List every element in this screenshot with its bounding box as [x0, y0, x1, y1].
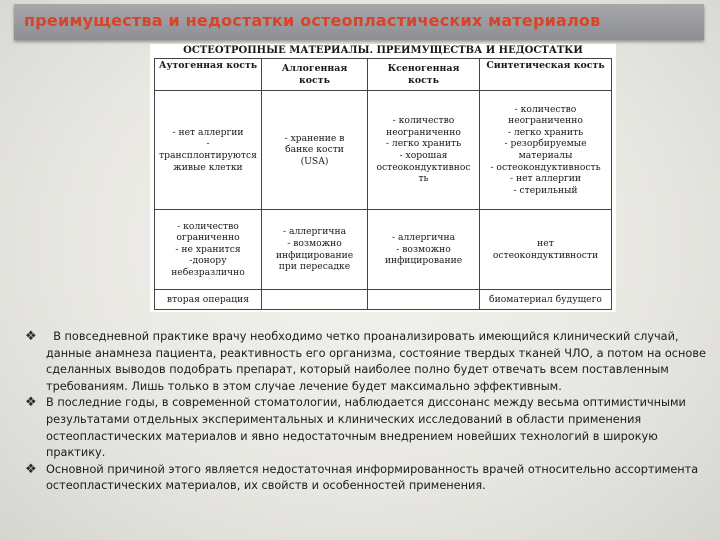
bullet-item	[26, 462, 714, 495]
advantages-autogenous: - нет аллергии - трансплонтируются живые клетки	[159, 126, 257, 173]
diamond-bullet-icon: ❖	[25, 461, 37, 477]
diamond-bullet-icon: ❖	[25, 395, 37, 411]
footer-synthetic: биоматериал будущего	[489, 293, 602, 305]
comparison-table-image	[150, 44, 616, 312]
bullet-item	[26, 395, 714, 461]
bullet-list	[26, 329, 714, 495]
footer-autogenous: вторая операция	[166, 293, 250, 305]
bullet-text: В повседневной практике врачу необходимо четко проанализировать имеющийся клинический случай, данные анамнеза пациента, реактивность его организма, состояние твердых тканей ЧЛО, а потом на основе сделанных выводов подобрать препарат, который наиболее полно будет отвечать всем поставленным требованиям. Лишь только в этом случае лечение будет максимально эффективным.	[46, 330, 710, 393]
column-header-allogenic: Аллогенная кость	[281, 62, 348, 86]
column-header-autogenous: Аутогенная кость	[158, 60, 258, 71]
footer-xenogenic	[368, 290, 479, 309]
disadvantages-xenogenic: - аллергична - возможно инфицирование	[384, 232, 463, 267]
slide-title: преимущества и недостатки остеопластических материалов	[24, 11, 601, 30]
column-header-xenogenic: Ксеногенная кость	[387, 62, 460, 86]
disadvantages-autogenous: - количество ограниченно - не хранится -донору небезразлично	[171, 220, 245, 278]
advantages-xenogenic: - количество неограниченно - легко хранить - хорошая остеокондуктивнос ть	[376, 115, 471, 185]
comparison-table	[154, 58, 612, 310]
table-heading: ОСТЕОТРОПНЫЕ МАТЕРИАЛЫ. ПРЕИМУЩЕСТВА И НЕДОСТАТКИ	[183, 45, 583, 56]
title-bar	[14, 4, 704, 40]
column-header-synthetic: Синтетическая кость	[486, 60, 605, 71]
advantages-synthetic: - количество неограниченно - легко хранить - резорбируемые материалы - остеокондуктивность - нет аллергии - стерильный	[490, 103, 601, 196]
advantages-allogenic: - хранение в банке кости (USA)	[284, 132, 345, 167]
disadvantages-allogenic: - аллергична - возможно инфицирование при пересадке	[275, 226, 354, 273]
disadvantages-synthetic: нет остеокондуктивности	[492, 237, 599, 261]
diamond-bullet-icon: ❖	[25, 329, 37, 344]
footer-allogenic	[262, 290, 367, 309]
bullet-item	[26, 329, 714, 395]
bullet-text: Основной причиной этого является недостаточная информированность врачей относительно ассортимента остеопластических материалов, их свойств и особенностей применения.	[46, 462, 699, 493]
bullet-text: В последние годы, в современной стоматологии, наблюдается диссонанс между весьма оптимистичными результатами отдельных экспериментальных и клинических исследований в области применения остеопластических материалов и явно недостаточным внедрением новейших технологий в широкую практику.	[46, 396, 686, 460]
